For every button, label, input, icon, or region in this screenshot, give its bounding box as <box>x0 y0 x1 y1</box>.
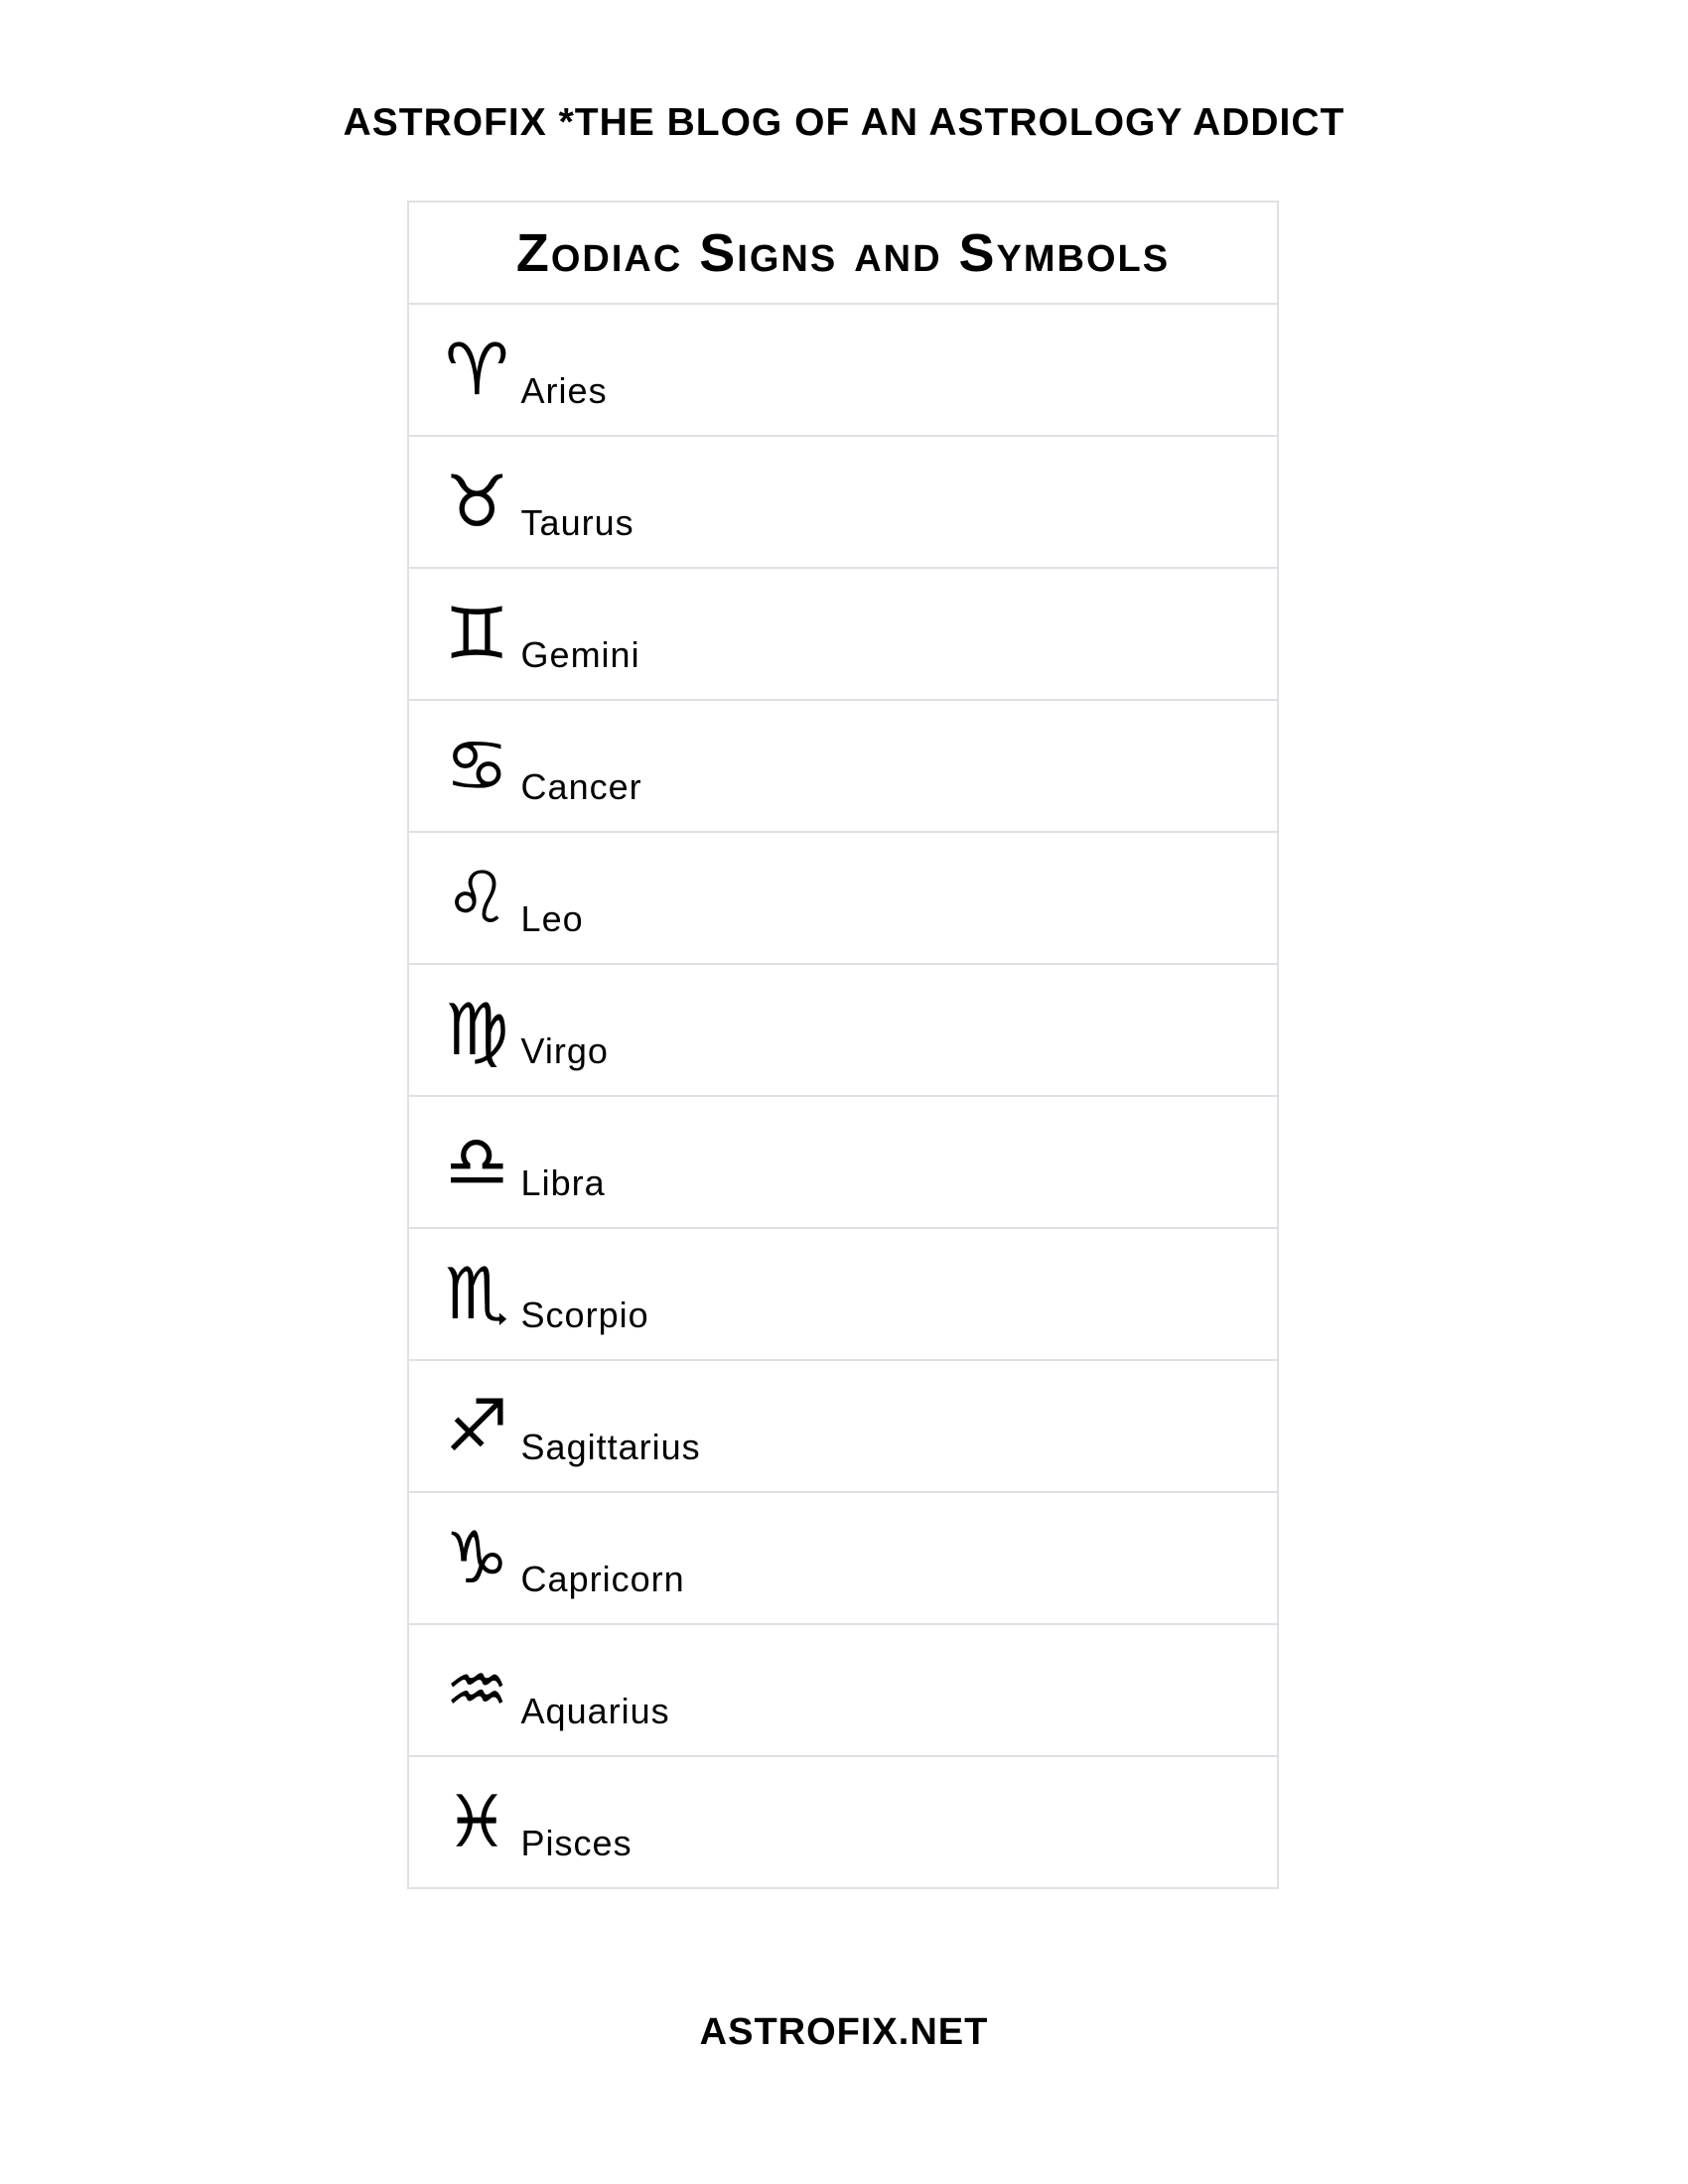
leo-symbol-icon: ♌ <box>445 856 509 939</box>
virgo-symbol-icon: ♍ <box>445 988 509 1071</box>
zodiac-name-label: Libra <box>520 1162 606 1203</box>
zodiac-name-label: Cancer <box>520 766 642 807</box>
zodiac-row-scorpio <box>409 1227 1277 1359</box>
zodiac-name-label: Pisces <box>520 1823 633 1863</box>
site-url: ASTROFIX.NET <box>699 2011 989 2053</box>
blog-title: ASTROFIX *THE BLOG OF AN ASTROLOGY ADDICT <box>343 101 1345 144</box>
zodiac-name-label: Aquarius <box>520 1691 670 1731</box>
zodiac-name-label: Leo <box>520 898 584 939</box>
zodiac-row-capricorn <box>409 1491 1277 1623</box>
zodiac-row-sagittarius <box>409 1359 1277 1491</box>
row-content <box>445 1120 606 1203</box>
cancer-symbol-icon: ♋ <box>445 724 509 807</box>
table-title: Zodiac Signs and Symbols <box>515 222 1171 283</box>
row-content <box>445 1516 685 1599</box>
row-content <box>445 328 608 411</box>
pisces-symbol-icon: ♓ <box>445 1780 509 1863</box>
sagittarius-symbol-icon: ♐ <box>445 1384 509 1467</box>
zodiac-row-aries <box>409 303 1277 435</box>
page-footer <box>0 2013 1688 2051</box>
zodiac-name-label: Scorpio <box>520 1295 649 1335</box>
row-content <box>445 988 609 1071</box>
zodiac-table <box>407 201 1279 1889</box>
row-content <box>445 724 642 807</box>
gemini-symbol-icon: ♊ <box>445 592 509 675</box>
zodiac-row-pisces <box>409 1755 1277 1887</box>
zodiac-row-libra <box>409 1095 1277 1227</box>
capricorn-symbol-icon: ♑ <box>445 1516 509 1599</box>
zodiac-name-label: Virgo <box>520 1030 609 1071</box>
zodiac-name-label: Aries <box>520 370 608 411</box>
table-title-row <box>409 203 1277 303</box>
row-content <box>445 1252 649 1335</box>
zodiac-row-aquarius <box>409 1623 1277 1755</box>
aquarius-symbol-icon: ♒ <box>445 1648 509 1731</box>
zodiac-name-label: Gemini <box>520 634 640 675</box>
zodiac-name-label: Taurus <box>520 502 634 543</box>
aries-symbol-icon: ♈ <box>445 328 509 411</box>
libra-symbol-icon: ♎ <box>445 1120 509 1203</box>
row-content <box>445 1648 670 1731</box>
row-content <box>445 1780 633 1863</box>
zodiac-name-label: Capricorn <box>520 1559 685 1599</box>
zodiac-row-taurus <box>409 435 1277 567</box>
row-content <box>445 1384 701 1467</box>
scorpio-symbol-icon: ♏ <box>445 1252 509 1335</box>
taurus-symbol-icon: ♉ <box>445 460 509 543</box>
row-content <box>445 460 634 543</box>
page-header <box>0 103 1688 142</box>
zodiac-row-leo <box>409 831 1277 963</box>
zodiac-row-cancer <box>409 699 1277 831</box>
zodiac-row-virgo <box>409 963 1277 1095</box>
zodiac-name-label: Sagittarius <box>520 1427 701 1467</box>
row-content <box>445 856 584 939</box>
zodiac-row-gemini <box>409 567 1277 699</box>
row-content <box>445 592 640 675</box>
